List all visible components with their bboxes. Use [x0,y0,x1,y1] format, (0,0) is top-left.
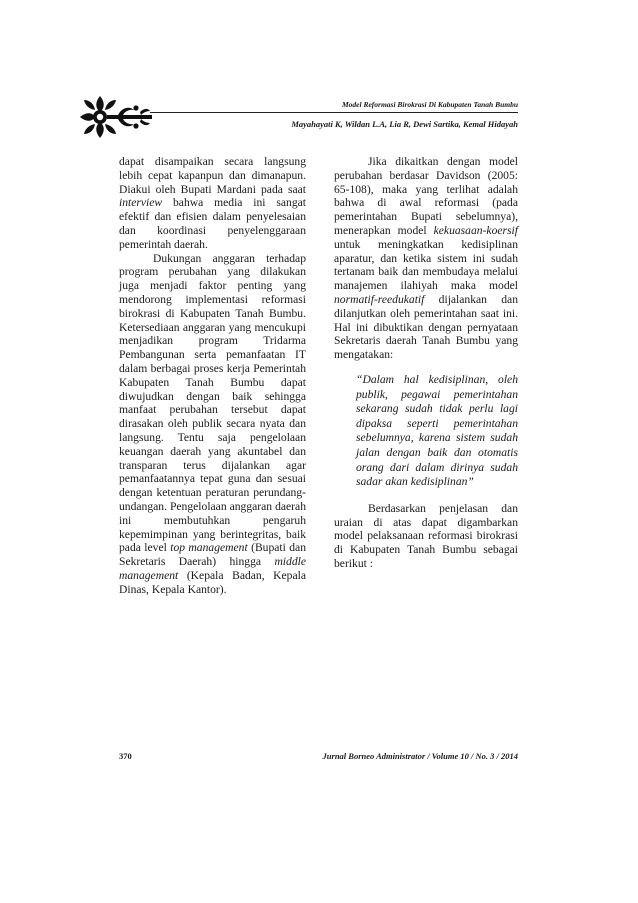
text-run: dijalankan dan dilanjutkan oleh pemerintahan saat ini. Hal ini dibuktikan dengan pernyataan Sekretaris daerah Tanah Bumbu yang mengatakan: [334,292,518,362]
header-rule [150,112,518,113]
right-paragraph-1 [334,155,518,362]
running-authors: Mayahayati K, Wildan L.A, Lia R, Dewi Sartika, Kemal Hidayah [291,119,518,129]
text-run: bahwa media ini sangat efektif dan efisien dalam penyelesaian dan koordinasi penyelenggaraan pemerintah daerah. [119,196,306,251]
left-paragraph-1 [119,155,306,252]
left-paragraph-2 [119,252,306,597]
floral-ornament-icon [78,88,160,146]
text-run: untuk meningkatkan kedisiplinan aparatur, dan ketika sistem ini sudah tertanam baik dan membudaya melalui manajemen ilahiyah maka model [334,237,518,293]
left-column [119,155,306,597]
block-quote: “Dalam hal kedisiplinan, oleh publik, pegawai pemerintahan sekarang sudah tidak perlu lagi dipaksa seperti pemerintahan sebelumnya, karena sistem sudah jalan dengan baik dan otomatis orang dari dalam dirinya sudah sadar akan kedisiplinan” [356,372,518,489]
emphasis-normatif-reedukatif: normatif-reedukatif [334,292,425,306]
emphasis-top-management: top management [170,541,248,555]
page-number: 370 [119,751,132,761]
text-run: Dukungan anggaran terhadap program perubahan yang dilakukan juga menjadi faktor penting yang mendorong implementasi reformasi birokrasi di Kabupaten Tanah Bumbu. Ketersediaan anggaran yang mencukupi menjadikan program Tridarma Pembangunan serta pemanfaatan IT dalam berbagai proses kerja Pemerintah Kabupaten Tanah Bumbu dapat diwujudkan dengan baik sehingga manfaat perubahan tersebut dapat dirasakan oleh publik secara nyata dan langsung. Tentu saja pengelolaan keuangan daerah yang akuntabel dan transparan terus dijalankan agar pemanfaatannya tepat guna dan sesuai dengan ketentuan peraturan perundang-undangan. Pengelolaan anggaran daerah ini membutuhkan pengaruh kepemimpinan yang berintegritas, baik pada level [119,251,306,555]
right-column [334,155,518,571]
emphasis-kekuasaan-koersif: kekuasaan-koersif [433,223,518,237]
journal-citation: Jurnal Borneo Administrator / Volume 10 / No. 3 / 2014 [322,751,518,761]
text-run: dapat disampaikan secara langsung lebih cepat kapanpun dan dimanapun. Diakui oleh Bupati Mardani pada saat [119,155,306,196]
text-run: Jika dikaitkan dengan model perubahan berdasar Davidson (2005: 65-108), maka yang terlihat adalah bahwa di awal reformasi (pada pemerintahan Bupati sebelumnya), menerapkan model [334,155,518,237]
emphasis-interview: interview [119,196,163,210]
running-title: Model Reformasi Birokrasi Di Kabupaten Tanah Bumbu [341,100,518,109]
emphasis-middle-management: middle management [119,555,306,582]
text-run: (Kepala Badan, Kepala Dinas, Kepala Kantor). [119,568,306,596]
right-paragraph-2: Berdasarkan penjelasan dan uraian di atas dapat digambarkan model pelaksanaan reformasi birokrasi di Kabupaten Tanah Bumbu sebagai berikut : [334,501,518,570]
text-run: (Bupati dan Sekretaris Daerah) hingga [119,541,306,569]
